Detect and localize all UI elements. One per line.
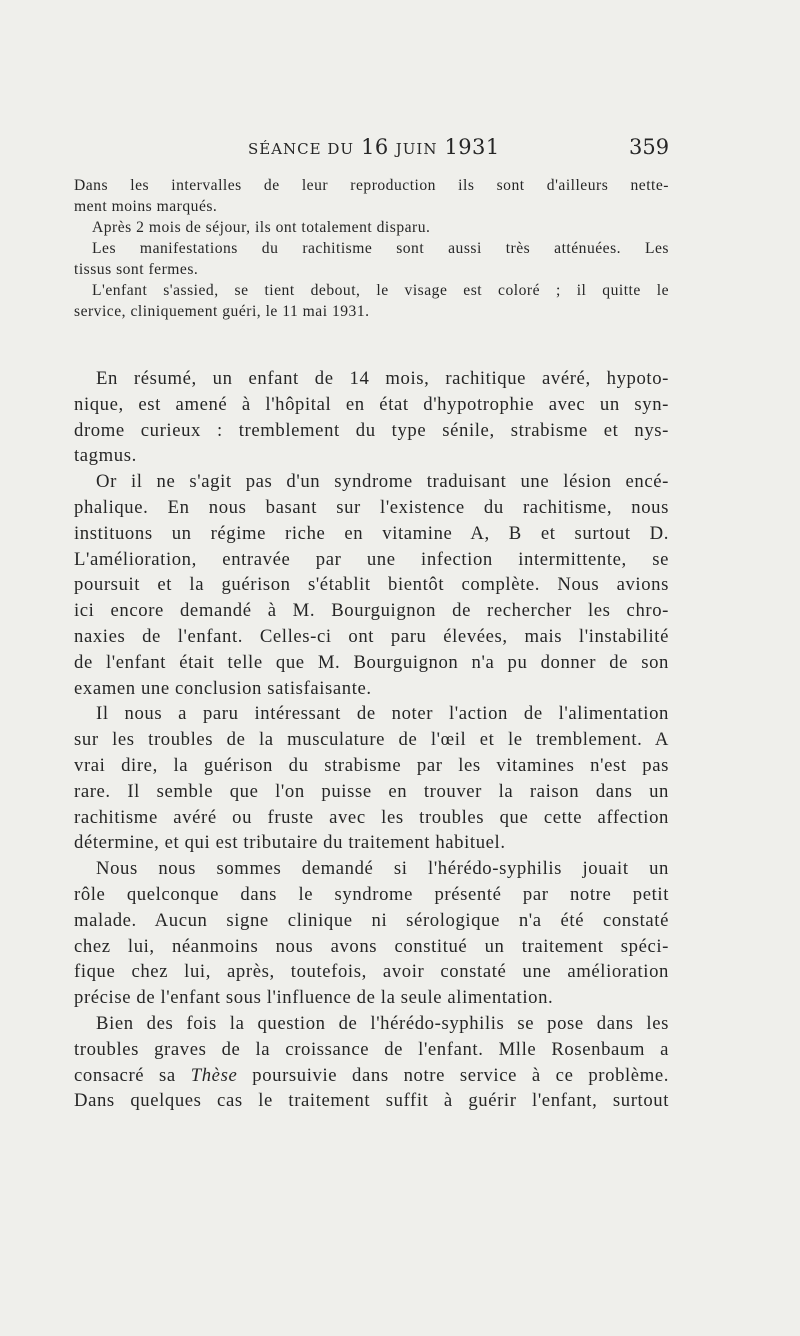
- text-line: Or il ne s'agit pas d'un syndrome traduisant une lésion encé-: [96, 471, 669, 493]
- text-line: vrai dire, la guérison du strabisme par les vitamines n'est pas: [74, 754, 669, 776]
- text-line: ment moins marqués.: [74, 198, 218, 215]
- text-line: Bien des fois la question de l'hérédo-syphilis se pose dans les: [96, 1012, 669, 1034]
- text-line: rare. Il semble que l'on puisse en trouver la raison dans un: [74, 780, 669, 802]
- italic-term: Thèse: [190, 1064, 238, 1086]
- text-line: précise de l'enfant sous l'influence de la seule alimentation.: [74, 987, 554, 1009]
- text-line: Nous nous sommes demandé si l'hérédo-syphilis jouait un: [96, 858, 669, 880]
- text-line: examen une conclusion satisfaisante.: [74, 677, 372, 699]
- running-title: [248, 135, 500, 159]
- text-line: sur les troubles de la musculature de l'œil et le tremblement. A: [74, 729, 669, 751]
- text-line: troubles graves de la croissance de l'enfant. Mlle Rosenbaum a: [74, 1038, 669, 1060]
- text-line: rôle quelconque dans le syndrome présenté par notre petit: [74, 883, 669, 905]
- title-prefix: SÉANCE DU: [248, 140, 355, 158]
- text-line: naxies de l'enfant. Celles-ci ont paru élevées, mais l'instabilité: [74, 625, 669, 647]
- text-line: Dans les intervalles de leur reproduction ils sont d'ailleurs nette-: [74, 177, 669, 194]
- case-notes-section: [74, 175, 669, 322]
- text-line: tagmus.: [74, 445, 137, 467]
- text-line: rachitisme avéré ou fruste avec les troubles que cette affection: [74, 806, 669, 828]
- text-line: détermine, et qui est tributaire du traitement habituel.: [74, 832, 506, 854]
- text-line: instituons un régime riche en vitamine A, B et surtout D.: [74, 522, 669, 544]
- text-line: En résumé, un enfant de 14 mois, rachitique avéré, hypoto-: [96, 368, 669, 389]
- text-line: Dans quelques cas le traitement suffit à guérir l'enfant, surtout: [74, 1090, 669, 1112]
- text-line-with-italic: [74, 1063, 669, 1089]
- page-number: 359: [629, 135, 670, 159]
- text-segment: consacré sa: [74, 1064, 176, 1086]
- title-year: 1931: [444, 135, 500, 159]
- text-line: ici encore demandé à M. Bourguignon de rechercher les chro-: [74, 600, 669, 622]
- text-line: Les manifestations du rachitisme sont aussi très atténuées. Les: [92, 240, 669, 257]
- text-line: chez lui, néanmoins nous avons constitué un traitement spéci-: [74, 935, 669, 957]
- text-segment: poursuivie dans notre service à ce problème.: [252, 1064, 670, 1086]
- text-line: tissus sont fermes.: [74, 261, 199, 278]
- summary-section: [74, 366, 669, 1114]
- text-line: drome curieux : tremblement du type sénile, strabisme et nys-: [74, 419, 669, 441]
- page-header: [0, 135, 800, 171]
- title-day: 16: [361, 135, 389, 159]
- text-line: nique, est amené à l'hôpital en état d'hypotrophie avec un syn-: [74, 393, 669, 415]
- text-line: malade. Aucun signe clinique ni sérologique n'a été constaté: [74, 909, 669, 931]
- text-line: fique chez lui, après, toutefois, avoir constaté une amélioration: [74, 961, 669, 983]
- text-line: phalique. En nous basant sur l'existence du rachitisme, nous: [74, 496, 669, 518]
- text-line: de l'enfant était telle que M. Bourguignon n'a pu donner de son: [74, 651, 669, 673]
- title-month: JUIN: [395, 140, 438, 158]
- text-line: poursuit et la guérison s'établit bientôt complète. Nous avions: [74, 574, 669, 596]
- text-line: Après 2 mois de séjour, ils ont totalement disparu.: [92, 219, 431, 236]
- text-line: service, cliniquement guéri, le 11 mai 1931.: [74, 303, 370, 320]
- text-line: L'amélioration, entravée par une infection intermittente, se: [74, 548, 669, 570]
- text-line: Il nous a paru intéressant de noter l'action de l'alimentation: [96, 703, 669, 725]
- text-line: L'enfant s'assied, se tient debout, le visage est coloré ; il quitte le: [92, 282, 669, 299]
